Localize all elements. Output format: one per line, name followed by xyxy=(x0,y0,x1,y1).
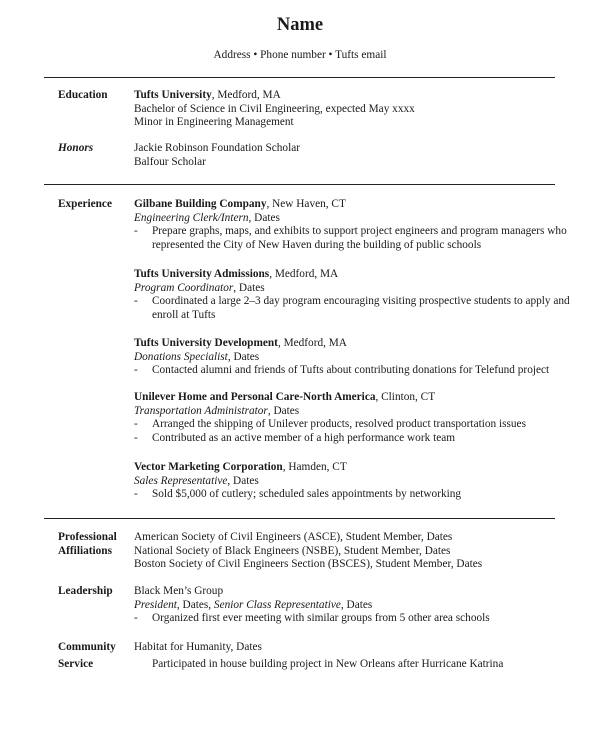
leadership-org: Black Men’s Group xyxy=(134,585,224,597)
job-title-line xyxy=(134,405,554,419)
bullet-marker: - xyxy=(134,418,138,431)
leadership-dates: , Dates xyxy=(340,598,373,611)
job-bullet xyxy=(134,364,554,378)
community-label xyxy=(58,641,130,671)
job-bullet xyxy=(134,295,570,309)
bullet-text: Contributed as an active member of a high performance work team xyxy=(152,431,456,444)
school-name: Tufts University xyxy=(134,89,212,101)
job-location: , Hamden, CT xyxy=(282,461,347,473)
school-location: , Medford, MA xyxy=(211,89,281,101)
job-heading xyxy=(134,198,554,212)
bullet-text: Sold $5,000 of cutlery; scheduled sales appointments by networking xyxy=(152,488,462,501)
honor-item: Jackie Robinson Foundation Scholar xyxy=(134,142,300,154)
community-label-line: Community xyxy=(58,641,116,653)
job-title: Transportation Administrator xyxy=(134,404,268,417)
honors-block xyxy=(134,142,554,169)
affiliation-item: National Society of Black Engineers (NSBE), Student Member, Dates xyxy=(134,544,451,557)
affiliations-label-line: Affiliations xyxy=(58,544,112,557)
resume-name: Name xyxy=(276,15,324,35)
job-heading xyxy=(134,391,554,405)
job-heading xyxy=(134,268,554,282)
job-org: Vector Marketing Corporation xyxy=(134,461,283,473)
job-dates: , Dates xyxy=(248,211,280,224)
section-divider xyxy=(44,184,555,185)
job-location: , New Haven, CT xyxy=(266,198,346,210)
experience-job xyxy=(134,391,554,445)
bullet-marker: - xyxy=(134,612,138,625)
bullet-marker: - xyxy=(134,295,138,308)
job-heading xyxy=(134,461,554,475)
job-bullet xyxy=(134,488,554,502)
education-degree: Bachelor of Science in Civil Engineering, expected May xxxx xyxy=(134,102,415,115)
bullet-text: Contacted alumni and friends of Tufts about contributing donations for Telefund project xyxy=(152,364,550,377)
honor-item: Balfour Scholar xyxy=(134,155,206,168)
community-detail-text: Participated in house building project in New Orleans after Hurricane Katrina xyxy=(152,657,504,670)
job-dates: , Dates xyxy=(227,350,260,363)
bullet-marker: - xyxy=(134,364,138,377)
leadership-dates: , Dates, xyxy=(176,598,214,611)
bullet-text: Organized first ever meeting with similar groups from 5 other area schools xyxy=(152,612,490,625)
job-bullet-continuation xyxy=(134,239,554,253)
bullet-marker: - xyxy=(134,225,138,238)
community-detail xyxy=(134,658,554,672)
job-bullet xyxy=(134,225,567,239)
leadership-bullet xyxy=(134,612,554,626)
job-location: , Medford, MA xyxy=(277,337,347,349)
bullet-text: Coordinated a large 2–3 day program encouraging visiting prospective students to apply and xyxy=(152,295,570,308)
job-org: Tufts University Admissions xyxy=(134,268,270,280)
job-dates: , Dates xyxy=(267,404,300,417)
leadership-block xyxy=(134,585,554,626)
affiliation-item: American Society of Civil Engineers (ASCE), Student Member, Dates xyxy=(134,531,453,543)
job-title: Engineering Clerk/Intern xyxy=(134,211,249,224)
job-org: Gilbane Building Company xyxy=(134,198,267,210)
job-title: Donations Specialist xyxy=(134,350,228,363)
education-block xyxy=(134,89,554,130)
job-heading xyxy=(134,337,554,351)
job-org: Unilever Home and Personal Care-North America xyxy=(134,391,376,403)
bullet-text: Prepare graphs, maps, and exhibits to support project engineers and program managers who xyxy=(152,225,567,238)
job-title: Program Coordinator xyxy=(134,281,234,294)
affiliations-block xyxy=(134,531,554,572)
bullet-text: Arranged the shipping of Unilever products, resolved product transportation issues xyxy=(152,418,526,431)
job-location: , Clinton, CT xyxy=(375,391,436,403)
job-bullet-continuation xyxy=(134,309,554,323)
community-label-line: Service xyxy=(58,657,94,670)
experience-job xyxy=(134,461,554,502)
leadership-role: President xyxy=(134,598,177,611)
job-title-line xyxy=(134,212,554,226)
experience-job xyxy=(134,337,554,378)
affiliations-label-line: Professional xyxy=(58,531,117,543)
job-bullet xyxy=(134,418,554,432)
education-school-line xyxy=(134,89,554,103)
section-divider xyxy=(44,77,555,78)
job-title-line xyxy=(134,282,554,296)
job-dates: , Dates xyxy=(233,281,265,294)
bullet-marker: - xyxy=(134,488,138,501)
leadership-label: Leadership xyxy=(58,585,113,597)
community-org: Habitat for Humanity, Dates xyxy=(134,641,262,653)
bullet-marker: - xyxy=(134,431,138,444)
education-label: Education xyxy=(58,89,108,101)
affiliation-item: Boston Society of Civil Engineers Section (BSCES), Student Member, Dates xyxy=(134,558,483,571)
bullet-text: enroll at Tufts xyxy=(152,308,216,321)
experience-job xyxy=(134,198,567,252)
job-org: Tufts University Development xyxy=(134,337,278,349)
honors-label: Honors xyxy=(58,142,94,154)
leadership-roles xyxy=(134,599,554,613)
contact-line: Address • Phone number • Tufts email xyxy=(213,49,387,61)
leadership-role: Senior Class Representative xyxy=(213,598,341,611)
bullet-text: represented the City of New Haven during the building of public schools xyxy=(152,238,482,251)
experience-job xyxy=(134,268,570,322)
job-dates: , Dates xyxy=(227,474,259,487)
job-location: , Medford, MA xyxy=(269,268,339,280)
job-title: Sales Representative xyxy=(134,474,228,487)
education-minor: Minor in Engineering Management xyxy=(134,116,294,129)
job-title-line xyxy=(134,351,554,365)
section-divider xyxy=(44,518,555,519)
job-title-line xyxy=(134,475,554,489)
community-block xyxy=(134,641,554,671)
job-bullet xyxy=(134,432,554,446)
affiliations-label xyxy=(58,531,130,558)
experience-label: Experience xyxy=(58,198,112,210)
